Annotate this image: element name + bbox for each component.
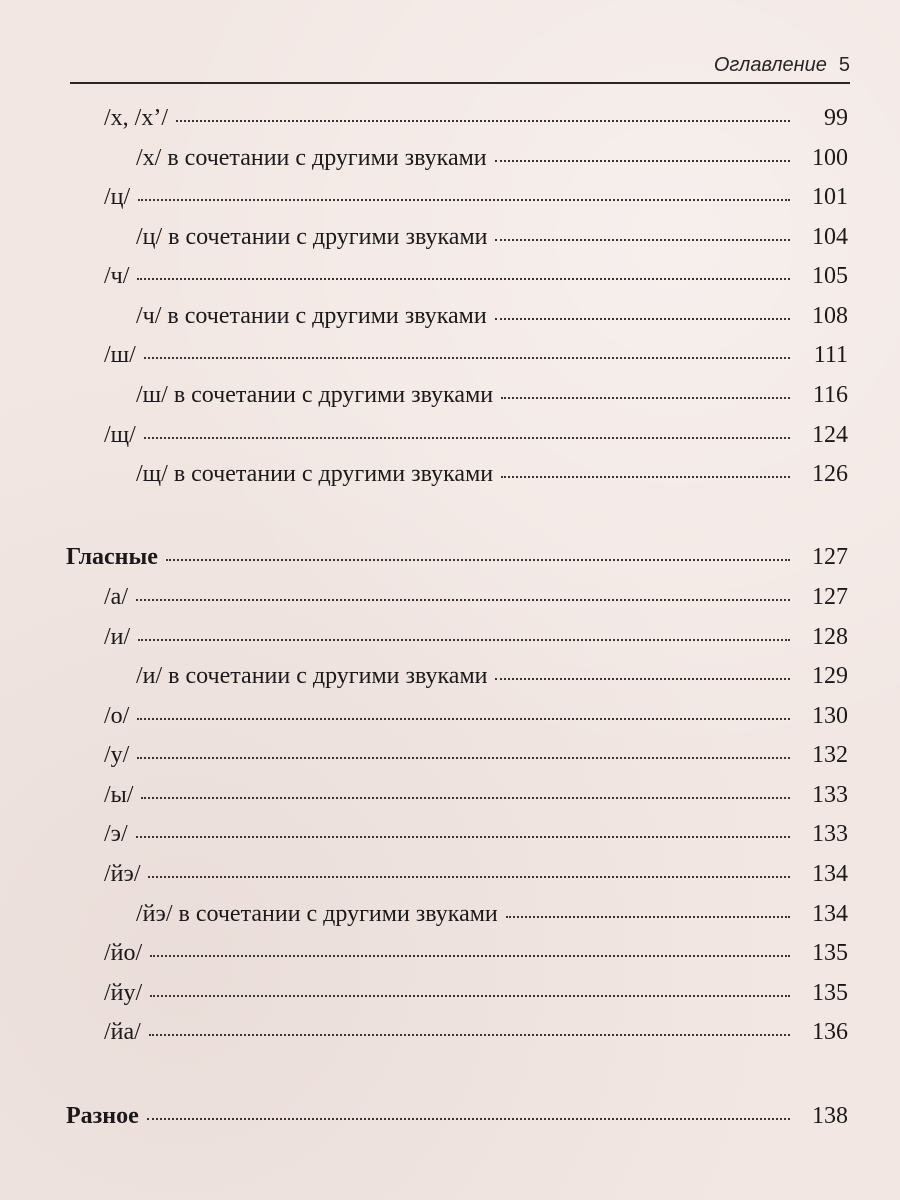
toc-entry-page: 134 [812, 861, 848, 887]
toc-entry-page: 133 [812, 821, 848, 847]
toc-entry-label: /и/ в сочетании с другими звуками [136, 663, 488, 689]
toc-entry [104, 1014, 848, 1050]
toc-entry-page: 127 [812, 544, 848, 570]
dot-leader [137, 718, 790, 720]
dot-leader [144, 437, 790, 439]
toc-entry-label: /йу/ [104, 980, 143, 1006]
toc-entry [104, 619, 848, 655]
toc-entry-page: 116 [812, 382, 848, 408]
dot-leader [149, 1034, 790, 1036]
toc-entry-label: /ц/ [104, 184, 131, 210]
toc-section-vowels [66, 539, 848, 575]
dot-leader [495, 318, 790, 320]
dot-leader [136, 599, 790, 601]
dot-leader [147, 1118, 790, 1120]
toc-entry-label: /ч/ в сочетании с другими звуками [136, 303, 487, 329]
toc-entry [104, 417, 848, 453]
toc-entry [136, 140, 848, 176]
toc-section-misc [66, 1098, 848, 1134]
dot-leader [148, 876, 790, 878]
toc-entry-page: 128 [812, 624, 848, 650]
toc-section-label: Гласные [66, 544, 158, 570]
toc-entry-label: /щ/ [104, 422, 136, 448]
toc-entry-label: /йо/ [104, 940, 143, 966]
toc-entry [104, 777, 848, 813]
toc-entry [104, 698, 848, 734]
toc-entry [104, 856, 848, 892]
dot-leader [495, 678, 790, 680]
toc-entry-page: 108 [812, 303, 848, 329]
toc-entry-label: /э/ [104, 821, 128, 847]
toc-entry [104, 737, 848, 773]
toc-entry [104, 179, 848, 215]
dot-leader [137, 757, 790, 759]
dot-leader [166, 559, 790, 561]
toc-entry-label: /йэ/ в сочетании с другими звуками [136, 901, 498, 927]
toc-entry-page: 136 [812, 1019, 848, 1045]
toc-entry-page: 124 [812, 422, 848, 448]
toc-entry-page: 133 [812, 782, 848, 808]
toc-entry [104, 816, 848, 852]
dot-leader [501, 397, 790, 399]
toc-entry [104, 579, 848, 615]
toc-entry-label: /йа/ [104, 1019, 141, 1045]
toc-entry-page: 134 [812, 901, 848, 927]
toc-entry-page: 135 [812, 980, 848, 1006]
toc-entry-label: /х, /х’/ [104, 105, 168, 131]
dot-leader [138, 199, 790, 201]
toc-entry [136, 377, 848, 413]
toc-entry [104, 975, 848, 1011]
toc-entry [104, 100, 848, 136]
toc-entry [104, 337, 848, 373]
toc-entry-label: /ш/ в сочетании с другими звуками [136, 382, 494, 408]
toc-entry [136, 219, 848, 255]
toc-entry [136, 658, 848, 694]
toc-entry-label: /и/ [104, 624, 131, 650]
toc-section-label: Разное [66, 1103, 139, 1129]
dot-leader [138, 639, 790, 641]
running-head-title: Оглавление [713, 54, 827, 76]
toc-entry-page: 135 [812, 940, 848, 966]
dot-leader [141, 797, 790, 799]
toc-entry-label: /ш/ [104, 342, 136, 368]
toc-entry-page: 138 [812, 1103, 848, 1129]
dot-leader [150, 995, 790, 997]
toc-entry-label: /у/ [104, 742, 130, 768]
dot-leader [176, 120, 790, 122]
dot-leader [495, 239, 790, 241]
toc-entry-label: /ц/ в сочетании с другими звуками [136, 224, 488, 250]
toc-entry-label: /ч/ [104, 263, 130, 289]
toc-entry-page: 105 [812, 263, 848, 289]
toc-entry-label: /йэ/ [104, 861, 141, 887]
toc-entry-page: 100 [812, 145, 848, 171]
toc-entry-page: 129 [812, 663, 848, 689]
toc-entry-label: /о/ [104, 703, 130, 729]
toc-entry-page: 104 [812, 224, 848, 250]
dot-leader [150, 955, 790, 957]
toc-entry [136, 456, 848, 492]
dot-leader [495, 160, 790, 162]
toc-entry-page: 126 [812, 461, 848, 487]
toc-entry-page: 130 [812, 703, 848, 729]
toc-entry [104, 935, 848, 971]
toc-entry-label: /ы/ [104, 782, 134, 808]
toc-entry-page: 111 [813, 342, 848, 368]
toc-entry-page: 101 [812, 184, 848, 210]
toc-entry [136, 298, 848, 334]
toc-entry-page: 127 [812, 584, 848, 610]
toc-entry-page: 99 [824, 105, 848, 131]
running-head-page-number: 5 [838, 54, 850, 76]
dot-leader [136, 836, 790, 838]
dot-leader [137, 278, 790, 280]
toc-entry-page: 132 [812, 742, 848, 768]
dot-leader [144, 357, 790, 359]
toc-entry-label: /щ/ в сочетании с другими звуками [136, 461, 494, 487]
toc-entry-label: /х/ в сочетании с другими звуками [136, 145, 487, 171]
toc-entry-label: /а/ [104, 584, 128, 610]
dot-leader [506, 916, 790, 918]
toc-entry [104, 258, 848, 294]
dot-leader [501, 476, 790, 478]
toc-entry [136, 896, 848, 932]
